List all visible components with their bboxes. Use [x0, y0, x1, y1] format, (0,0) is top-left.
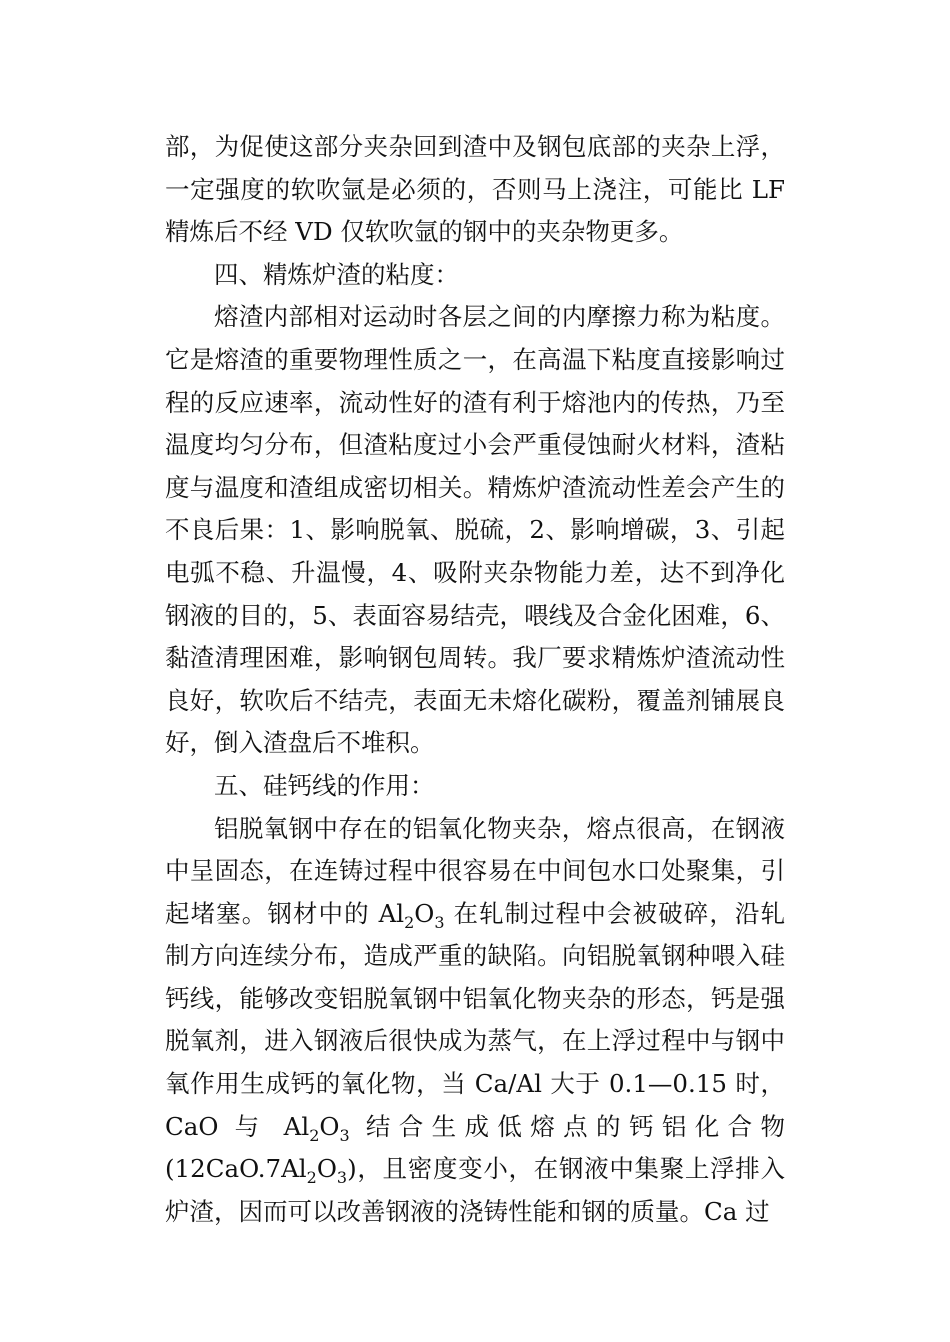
text-run: O: [316, 1154, 337, 1184]
section-heading-slag-viscosity: [165, 254, 785, 297]
paragraph-continuation: [165, 126, 785, 254]
text-run: )，且密度变小，在钢液中集聚上浮排入炉渣，因而可以改善钢液的浇铸性能和钢的质量。Ca 过: [165, 1154, 785, 1226]
text-run: 部，为促使这部分夹杂回到渣中及钢包底部的夹杂上浮，一定强度的软吹氩是必须的，否则马上浇注，可能比 LF 精炼后不经 VD 仅软吹氩的钢中的夹杂物更多。: [165, 132, 785, 247]
text-run: O: [414, 898, 435, 928]
subscript: 2: [309, 1125, 320, 1145]
text-run: 四、精炼炉渣的粘度：: [214, 259, 459, 289]
text-run: 五、硅钙线的作用：: [214, 770, 435, 800]
subscript: 3: [434, 912, 445, 932]
text-run: 在轧制过程中会被破碎，沿轧制方向连续分布，造成严重的缺陷。向铝脱氧钢种喂入硅钙线，能够改变铝脱氧钢中铝氧化物夹杂的形态，钙是强脱氧剂，进入钢液后很快成为蒸气，在上浮过程中与钢中氧作用生成钙的氧化物，当 Ca/Al 大于 0.1—0.15 时，CaO 与 Al: [165, 898, 785, 1141]
document-body: [165, 126, 785, 1233]
subscript: 2: [306, 1168, 317, 1188]
subscript: 3: [339, 1125, 350, 1145]
text-run: 熔渣内部相对运动时各层之间的内摩擦力称为粘度。它是熔渣的重要物理性质之一，在高温下粘度直接影响过程的反应速率，流动性好的渣有利于熔池内的传热，乃至温度均匀分布，但渣粘度过小会严重侵蚀耐火材料，渣粘度与温度和渣组成密切相关。精炼炉渣流动性差会产生的不良后果：1、影响脱氧、脱硫，2、影响增碳，3、引起电弧不稳、升温慢，4、吸附夹杂物能力差，达不到净化钢液的目的，5、表面容易结壳，喂线及合金化困难，6、黏渣清理困难，影响钢包周转。我厂要求精炼炉渣流动性良好，软吹后不结壳，表面无未熔化碳粉，覆盖剂铺展良好，倒入渣盘后不堆积。: [165, 302, 785, 758]
section-heading-silicon-calcium-wire: [165, 765, 785, 808]
subscript: 3: [336, 1168, 348, 1188]
text-run: 结合生成低熔点的钙铝化合物(12CaO.7Al: [165, 1111, 785, 1184]
paragraph-slag-viscosity: [165, 296, 785, 765]
text-run: 铝脱氧钢中存在的铝氧化物夹杂，熔点很高，在钢液中呈固态，在连铸过程中很容易在中间包水口处聚集，引起堵塞。钢材中的 Al: [165, 813, 785, 928]
paragraph-silicon-calcium-wire: [165, 808, 785, 1234]
text-run: O: [319, 1111, 340, 1141]
subscript: 2: [404, 912, 415, 932]
